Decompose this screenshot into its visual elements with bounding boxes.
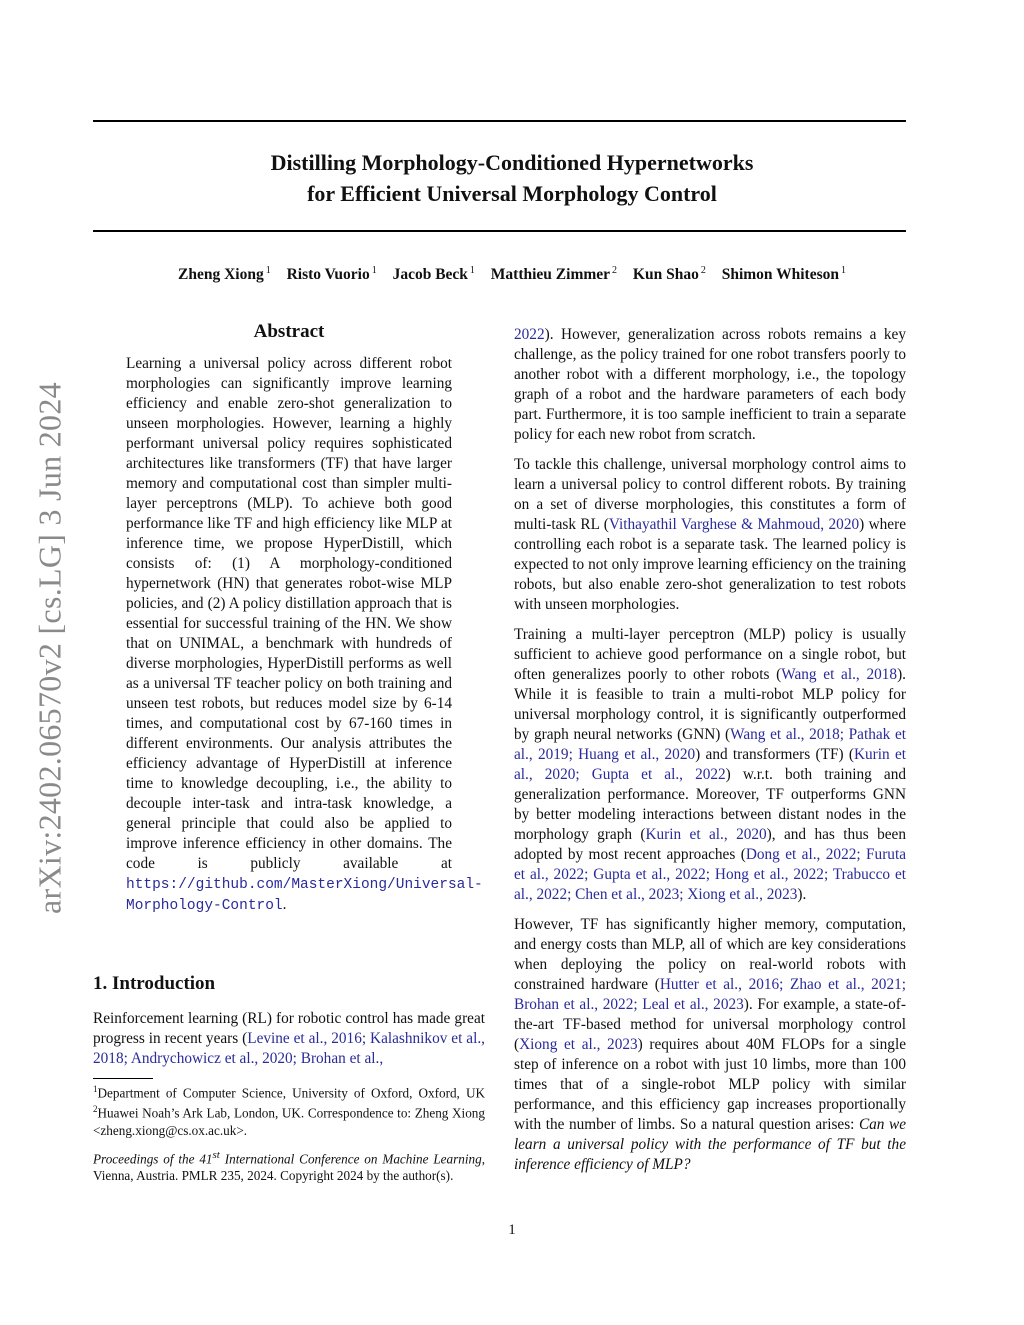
citation-link[interactable]: Hutter et al., 2016; Zhao et al., 2021; Brohan et al., 2022; Leal et al., 2023 [514,976,907,1013]
author: Matthieu Zimmer $^2$ [490,265,618,283]
arxiv-watermark: arXiv:2402.06570v2 [cs.LG] 3 Jun 2024 [31,382,68,914]
author-list [0,265,1024,284]
author: Zheng Xiong $^1$ [177,265,271,283]
title-line-1: Distilling Morphology-Conditioned Hypernetworks [270,150,754,175]
right-column [514,325,906,1185]
abstract-body: Learning a universal policy across different robot morphologies can significantly improve learning efficiency and enable zero-shot generalization to unseen morphologies. However, learning a highly performant universal policy requires sophisticated architectures like transformers (TF) that have larger memory and computational cost than simpler multi-layer perceptrons (MLP). To achieve both good performance like TF and high efficiency like MLP at inference time, we propose HyperDistill, which consists of: (1) A morphology-conditioned hypernetwork (HN) that generates robot-wise MLP policies, and (2) A policy distillation approach that is essential for successful training of the HN. We show that on UNIMAL, a benchmark with hundreds of diverse morphologies, HyperDistill performs as well as a universal TF teacher policy on both training and unseen test robots, but reduces model size by 6-14 times, and computational cost by 67-160 times in different environments. Our analysis attributes the efficiency advantage of HyperDistill at inference time to knowledge decoupling, i.e., the ability to decouple inter-task and intra-task knowledge, a general principle that could also be applied to improve inference efficiency in other domains. The code is publicly available at https://github.com/MasterXiong/Universal-Morphology-Control. [126,355,483,914]
research-question: Can we learn a universal policy with the performance of TF but the inference efficiency of MLP? [514,1116,906,1173]
title-line-2: for Efficient Universal Morphology Control [307,181,717,206]
page-number: 1 [508,1222,516,1238]
citation-link[interactable]: Kurin et al., 2020 [645,826,767,843]
abstract-heading: Abstract [253,321,325,342]
citation-link[interactable]: Dong et al., 2022; Furuta et al., 2022; Gupta et al., 2022; Hong et al., 2022; Trabucco et al., 2022; Chen et al., 2023; Xiong et al., 2023 [514,846,906,903]
right-paragraph-1: 2022). However, generalization across robots remains a key challenge, as the policy trained for one robot transfers poorly to another robot with a different morphology, i.e., the topology graph of a robot and the hardware parameters of each body part. Furthermore, it is too sample inefficient to train a separate policy for each new robot from scratch. [514,326,906,443]
citation-link[interactable]: Vithayathil Varghese & Mahmoud, 2020 [608,516,860,533]
author: Risto Vuorio $^1$ [286,265,377,283]
author: Shimon Whiteson $^1$ [721,265,846,283]
title-rule-bottom [93,230,906,232]
footnote-rule [93,1078,153,1079]
right-paragraph-4: However, TF has significantly higher memory, computation, and energy costs than MLP, all of which are key considerations when deploying the policy on real-world robots with constrained hardware (Hutter et al., 2016; Zhao et al., 2021; Brohan et al., 2022; Leal et al., 2023). For example, a state-of-the-art TF-based method for universal morphology control (Xiong et al., 2023) requires about 40M FLOPs for a single step of inference on a robot with just 10 limbs, more than 100 times that of a single-robot MLP policy with similar performance, and this efficiency gap increases proportionally with the number of limbs. So a natural question arises: Can we learn a universal policy with the performance of TF but the inference efficiency of MLP? [514,916,907,1173]
proceedings-note: Proceedings of the 41st International Conference on Machine Learning, Vienna, Austria. PMLR 235, 2024. Copyright 2024 by the author(s). [93,1149,485,1184]
citation-link[interactable]: Levine et al., 2016; Kalashnikov et al., 2018; Andrychowicz et al., 2020; Brohan et al., [93,1030,485,1067]
code-link[interactable]: https://github.com/MasterXiong/Universal-Morphology-Control [126,877,483,914]
affiliation-footnote: $^1$Department of Computer Science, University of Oxford, Oxford, UK $^2$Huawei Noah’s Ark Lab, London, UK. Correspondence to: Zheng Xiong <zheng.xiong@cs.ox.ac.uk>. [93,1084,485,1138]
paper-title [0,147,1024,209]
citation-link[interactable]: Wang et al., 2018; Pathak et al., 2019; Huang et al., 2020 [514,726,906,763]
citation-link[interactable]: Xiong et al., 2023 [519,1036,638,1053]
section-heading-introduction: 1. Introduction [93,973,216,994]
citation-link[interactable]: 2022 [514,326,545,343]
right-paragraph-2: To tackle this challenge, universal morphology control aims to learn a universal policy to control different robots. By training on a set of diverse morphologies, this constitutes a form of multi-task RL (Vithayathil Varghese & Mahmoud, 2020) where controlling each robot is a separate task. The learned policy is expected to not only improve learning efficiency on the training robots, but also enable zero-shot generalization to test robots with unseen morphologies. [514,456,906,613]
right-paragraph-3: Training a multi-layer perceptron (MLP) policy is usually sufficient to achieve good performance on a single robot, but often generalizes poorly to other robots (Wang et al., 2018). While it is feasible to train a multi-robot MLP policy for universal morphology control, it is significantly outperformed by graph neural networks (GNN) (Wang et al., 2018; Pathak et al., 2019; Huang et al., 2020) and transformers (TF) (Kurin et al., 2020; Gupta et al., 2022) w.r.t. both training and generalization performance. Moreover, TF outperforms GNN by better modeling interactions between distant nodes in the morphology graph (Kurin et al., 2020), and has thus been adopted by most recent approaches (Dong et al., 2022; Furuta et al., 2022; Gupta et al., 2022; Hong et al., 2022; Trabucco et al., 2022; Chen et al., 2023; Xiong et al., 2023). [514,626,906,903]
citation-link[interactable]: Kurin et al., 2020; Gupta et al., 2022 [514,746,906,783]
title-rule-top [93,120,906,122]
intro-paragraph: Reinforcement learning (RL) for robotic control has made great progress in recent years (Levine et al., 2016; Kalashnikov et al., 2018; Andrychowicz et al., 2020; Brohan et al., [93,1010,485,1067]
citation-link[interactable]: Wang et al., 2018 [781,666,898,683]
author: Jacob Beck $^1$ [392,265,475,283]
author: Kun Shao $^2$ [632,265,706,283]
